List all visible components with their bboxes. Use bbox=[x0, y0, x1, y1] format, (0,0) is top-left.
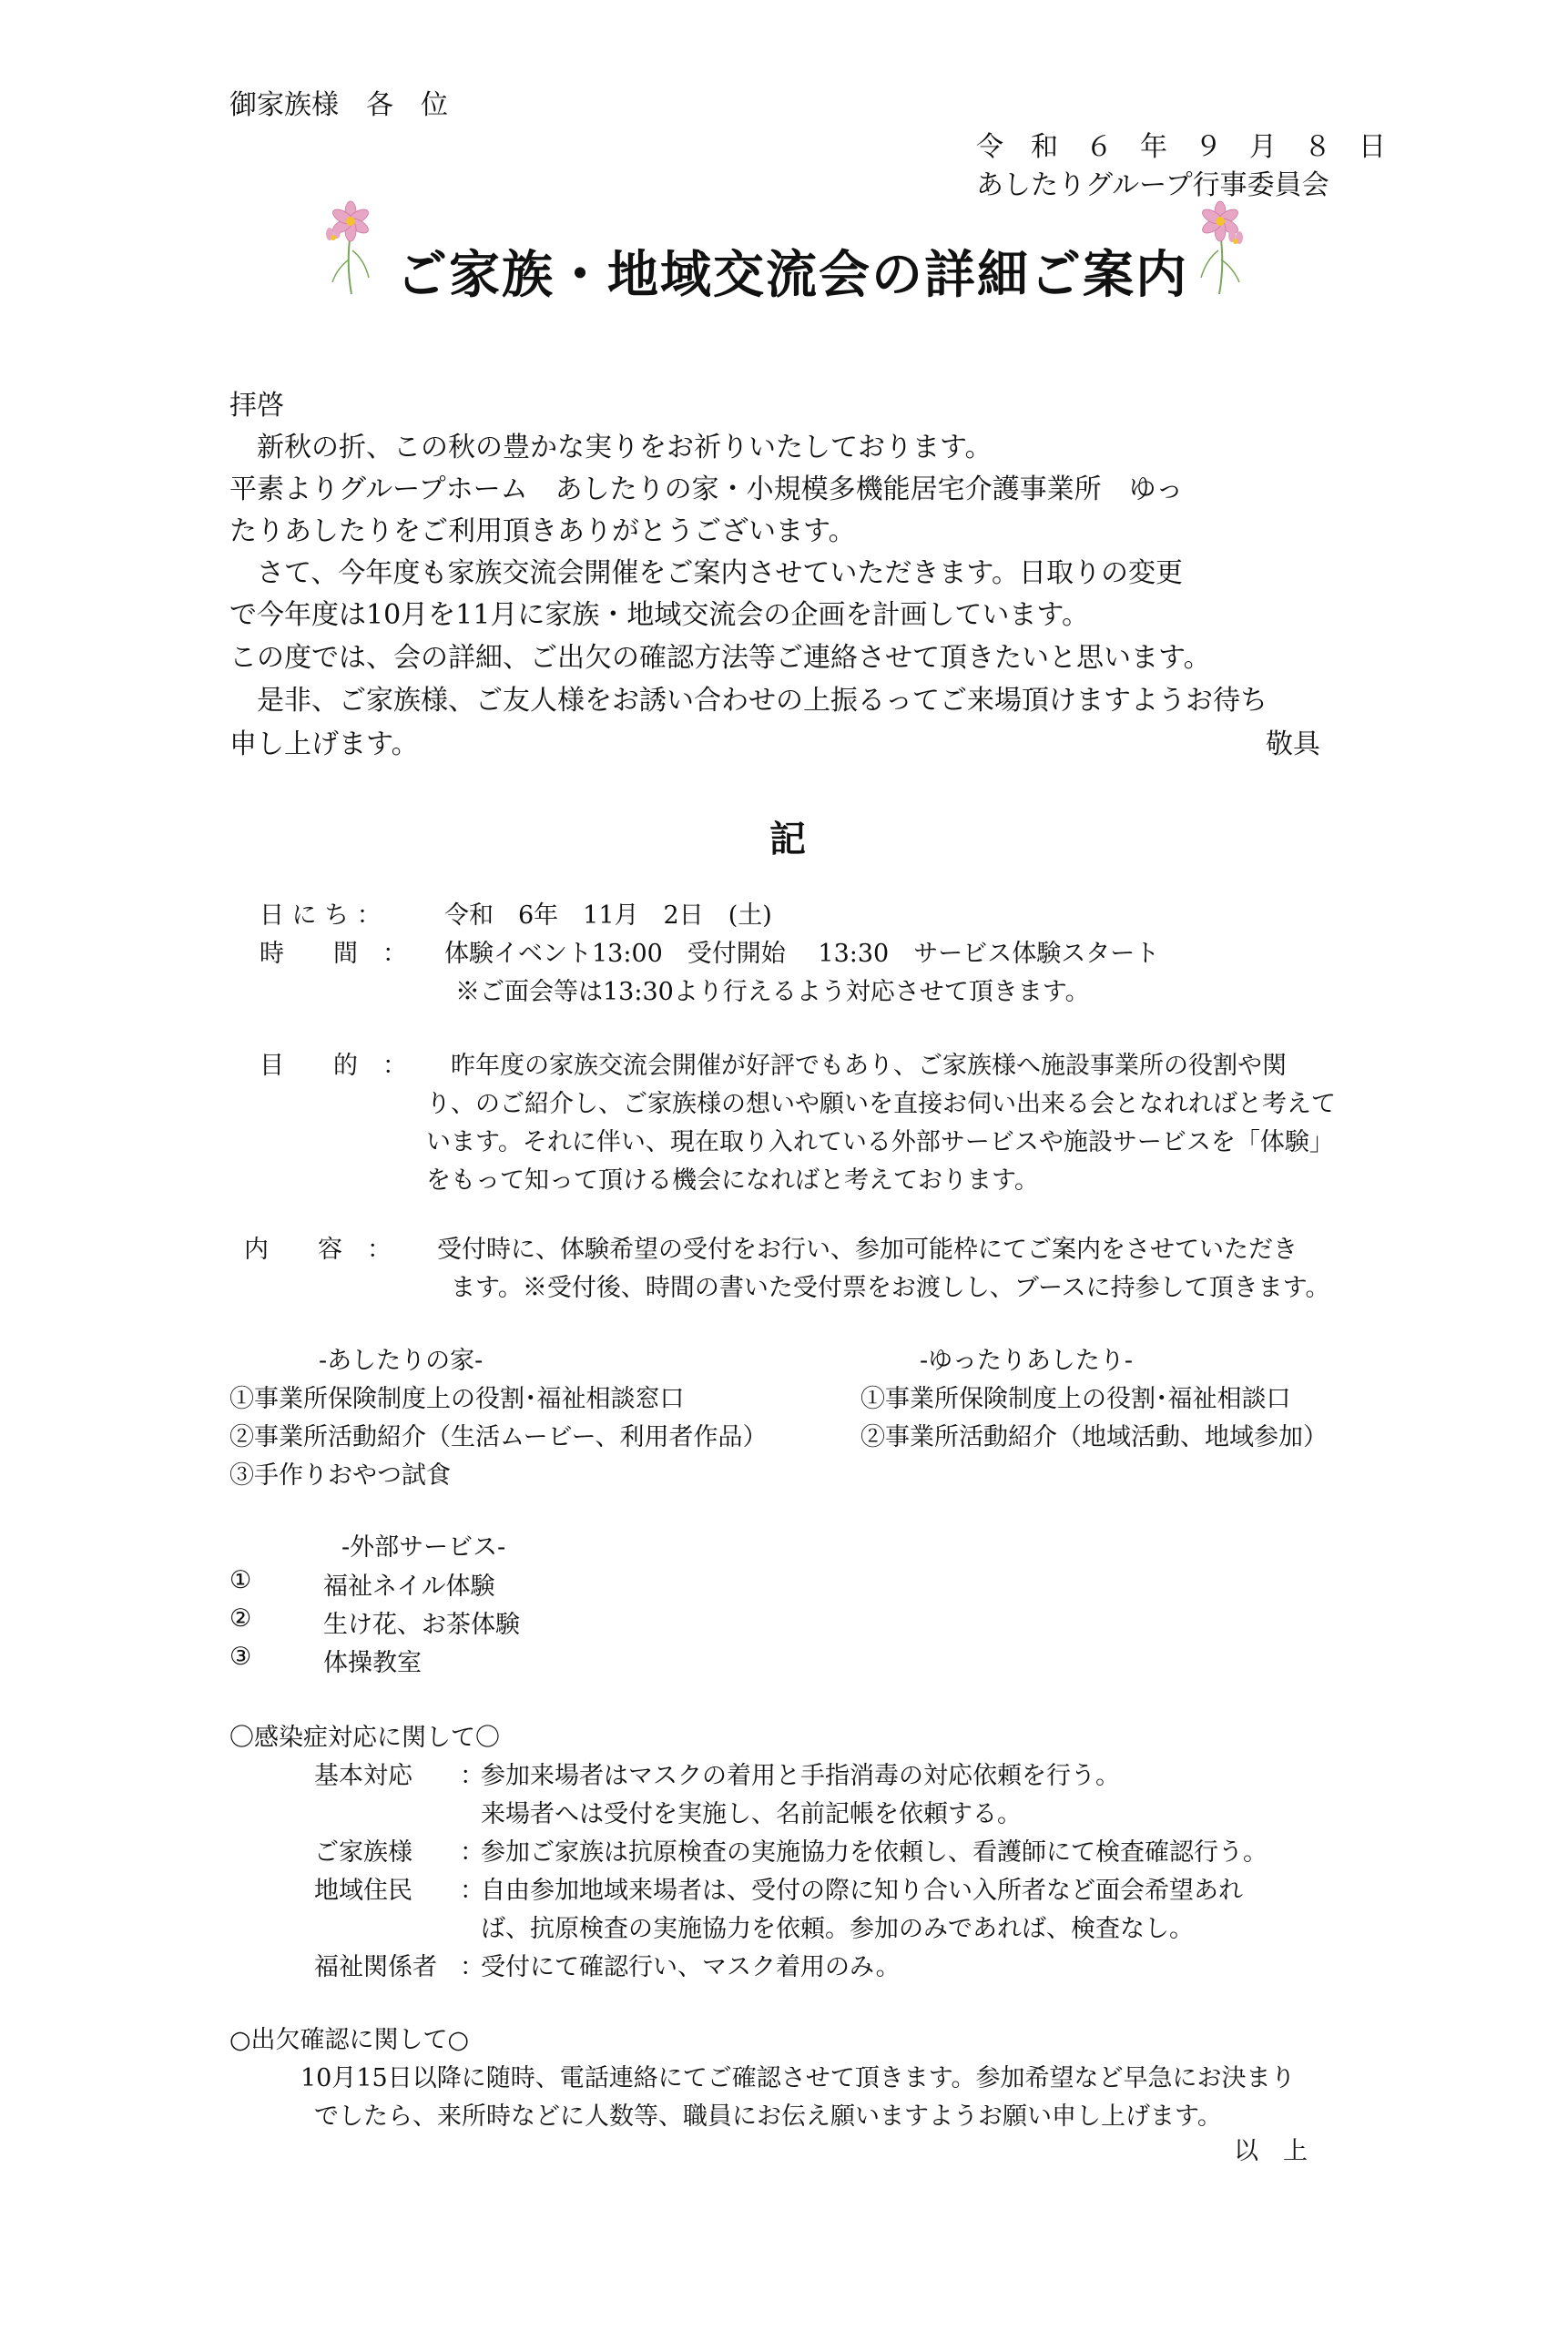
letter-line: 是非、ご家族様、ご友人様をお誘い合わせの上振るってご来場頂けますようお待ち bbox=[229, 685, 1268, 717]
infection-line: ば、抗原検査の実施協力を依頼。参加のみであれば、検査なし。 bbox=[481, 1915, 1194, 1943]
purpose-line: います。それに伴い、現在取り入れている外部サービスや施設サービスを「体験」 bbox=[426, 1128, 1334, 1156]
yuttari-item: ②事業所活動紹介（地域活動、地域参加） bbox=[860, 1423, 1328, 1451]
infection-label: 基本対応 bbox=[314, 1762, 412, 1790]
time-value: 体験イベント13:00 受付開始 13:30 サービス体験スタート bbox=[444, 940, 1160, 968]
ashitari-item: ②事業所活動紹介（生活ムービー、利用者作品） bbox=[229, 1423, 768, 1451]
cosmos-flower-right-icon bbox=[1188, 196, 1252, 296]
recipient: 御家族様 各 位 bbox=[229, 89, 448, 121]
time-note: ※ご面会等は13:30より行えるよう対応させて頂きます。 bbox=[455, 978, 1090, 1006]
issue-date: 令 和 ６ 年 ９ 月 ８ 日 bbox=[976, 131, 1386, 163]
content-line: 受付時に、体験希望の受付をお行い、参加可能枠にてご案内をさせていただき bbox=[437, 1236, 1298, 1264]
closing: 敬具 bbox=[1266, 728, 1320, 760]
external-item: 福祉ネイル体験 bbox=[323, 1573, 495, 1601]
external-item: 体操教室 bbox=[323, 1649, 422, 1677]
salutation: 拝啓 bbox=[229, 390, 284, 422]
attendance-line: 10月15日以降に随時、電話連絡にてご確認させて頂きます。参加希望など早急にお決まり bbox=[300, 2064, 1296, 2092]
infection-label: 福祉関係者 bbox=[314, 1953, 437, 1981]
ashitari-item: ③手作りおやつ試食 bbox=[229, 1461, 451, 1490]
infection-colon: ： bbox=[460, 1762, 484, 1790]
external-num: ② bbox=[229, 1604, 252, 1633]
letter-line: で今年度は10月を11月に家族・地域交流会の企画を計画しています。 bbox=[229, 599, 1089, 631]
ashitari-item: ①事業所保険制度上の役割･福祉相談窓口 bbox=[229, 1385, 685, 1413]
infection-line: 参加来場者はマスクの着用と手指消毒の対応依頼を行う。 bbox=[481, 1762, 1120, 1790]
infection-line: 来場者へは受付を実施し、名前記帳を依頼する。 bbox=[481, 1800, 1022, 1828]
yuttari-item: ①事業所保険制度上の役割･福祉相談口 bbox=[860, 1385, 1291, 1413]
infection-line: 参加ご家族は抗原検査の実施協力を依頼し、看護師にて検査確認行う。 bbox=[481, 1838, 1268, 1867]
yuttari-heading: -ゆったりあしたり- bbox=[920, 1347, 1133, 1375]
external-num: ③ bbox=[229, 1643, 252, 1671]
ashitari-heading: -あしたりの家- bbox=[319, 1347, 484, 1375]
letter-line: 申し上げます。 bbox=[229, 728, 419, 760]
purpose-label: 目 的 ： bbox=[260, 1052, 407, 1080]
external-num: ① bbox=[229, 1566, 252, 1594]
purpose-line: 昨年度の家族交流会開催が好評でもあり、ご家族様へ施設事業所の役割や関 bbox=[426, 1052, 1287, 1080]
letter-line: 平素よりグループホーム あしたりの家・小規模多機能居宅介護事業所 ゆっ bbox=[229, 473, 1184, 505]
end-mark: 以 上 bbox=[1234, 2137, 1308, 2165]
letter-line: さて、今年度も家族交流会開催をご案内させていただきます。日取りの変更 bbox=[229, 557, 1183, 589]
infection-label: ご家族様 bbox=[314, 1838, 412, 1867]
cosmos-flower-left-icon bbox=[319, 196, 382, 296]
external-heading: -外部サービス- bbox=[341, 1533, 506, 1562]
page-title: ご家族・地域交流会の詳細ご案内 bbox=[396, 245, 1188, 305]
time-label: 時 間 ： bbox=[260, 940, 407, 968]
infection-colon: ： bbox=[460, 1838, 484, 1867]
infection-colon: ： bbox=[460, 1877, 484, 1905]
sender: あしたりグループ行事委員会 bbox=[976, 169, 1329, 201]
infection-line: 自由参加地域来場者は、受付の際に知り合い入所者など面会希望あれ bbox=[481, 1877, 1243, 1905]
letter-line: たりあしたりをご利用頂きありがとうございます。 bbox=[229, 515, 856, 547]
purpose-line: り、のご紹介し、ご家族様の想いや願いを直接お伺い出来る会となれればと考えて bbox=[426, 1090, 1336, 1118]
infection-label: 地域住民 bbox=[314, 1877, 412, 1905]
letter-line: 新秋の折、この秋の豊かな実りをお祈りいたしております。 bbox=[229, 432, 993, 463]
content-line: ます。※受付後、時間の書いた受付票をお渡しし、ブースに持参して頂きます。 bbox=[451, 1274, 1330, 1302]
date-value: 令和 6年 11月 2日 (土) bbox=[444, 901, 772, 930]
date-label: 日 に ち ： bbox=[260, 901, 382, 930]
infection-colon: ： bbox=[460, 1953, 484, 1981]
infection-heading: 〇感染症対応に関して〇 bbox=[229, 1724, 500, 1752]
ki-heading: 記 bbox=[769, 818, 806, 860]
purpose-line: をもって知って頂ける機会になればと考えております。 bbox=[426, 1166, 1039, 1195]
attendance-heading: ○出欠確認に関して○ bbox=[229, 2026, 470, 2054]
infection-line: 受付にて確認行い、マスク着用のみ。 bbox=[481, 1953, 901, 1981]
letter-line: この度では、会の詳細、ご出欠の確認方法等ご連絡させて頂きたいと思います。 bbox=[229, 642, 1211, 674]
content-label: 内 容 ： bbox=[244, 1236, 392, 1264]
attendance-line: でしたら、来所時などに人数等、職員にお伝え願いますようお願い申し上げます。 bbox=[314, 2102, 1222, 2131]
external-item: 生け花、お茶体験 bbox=[323, 1611, 520, 1639]
